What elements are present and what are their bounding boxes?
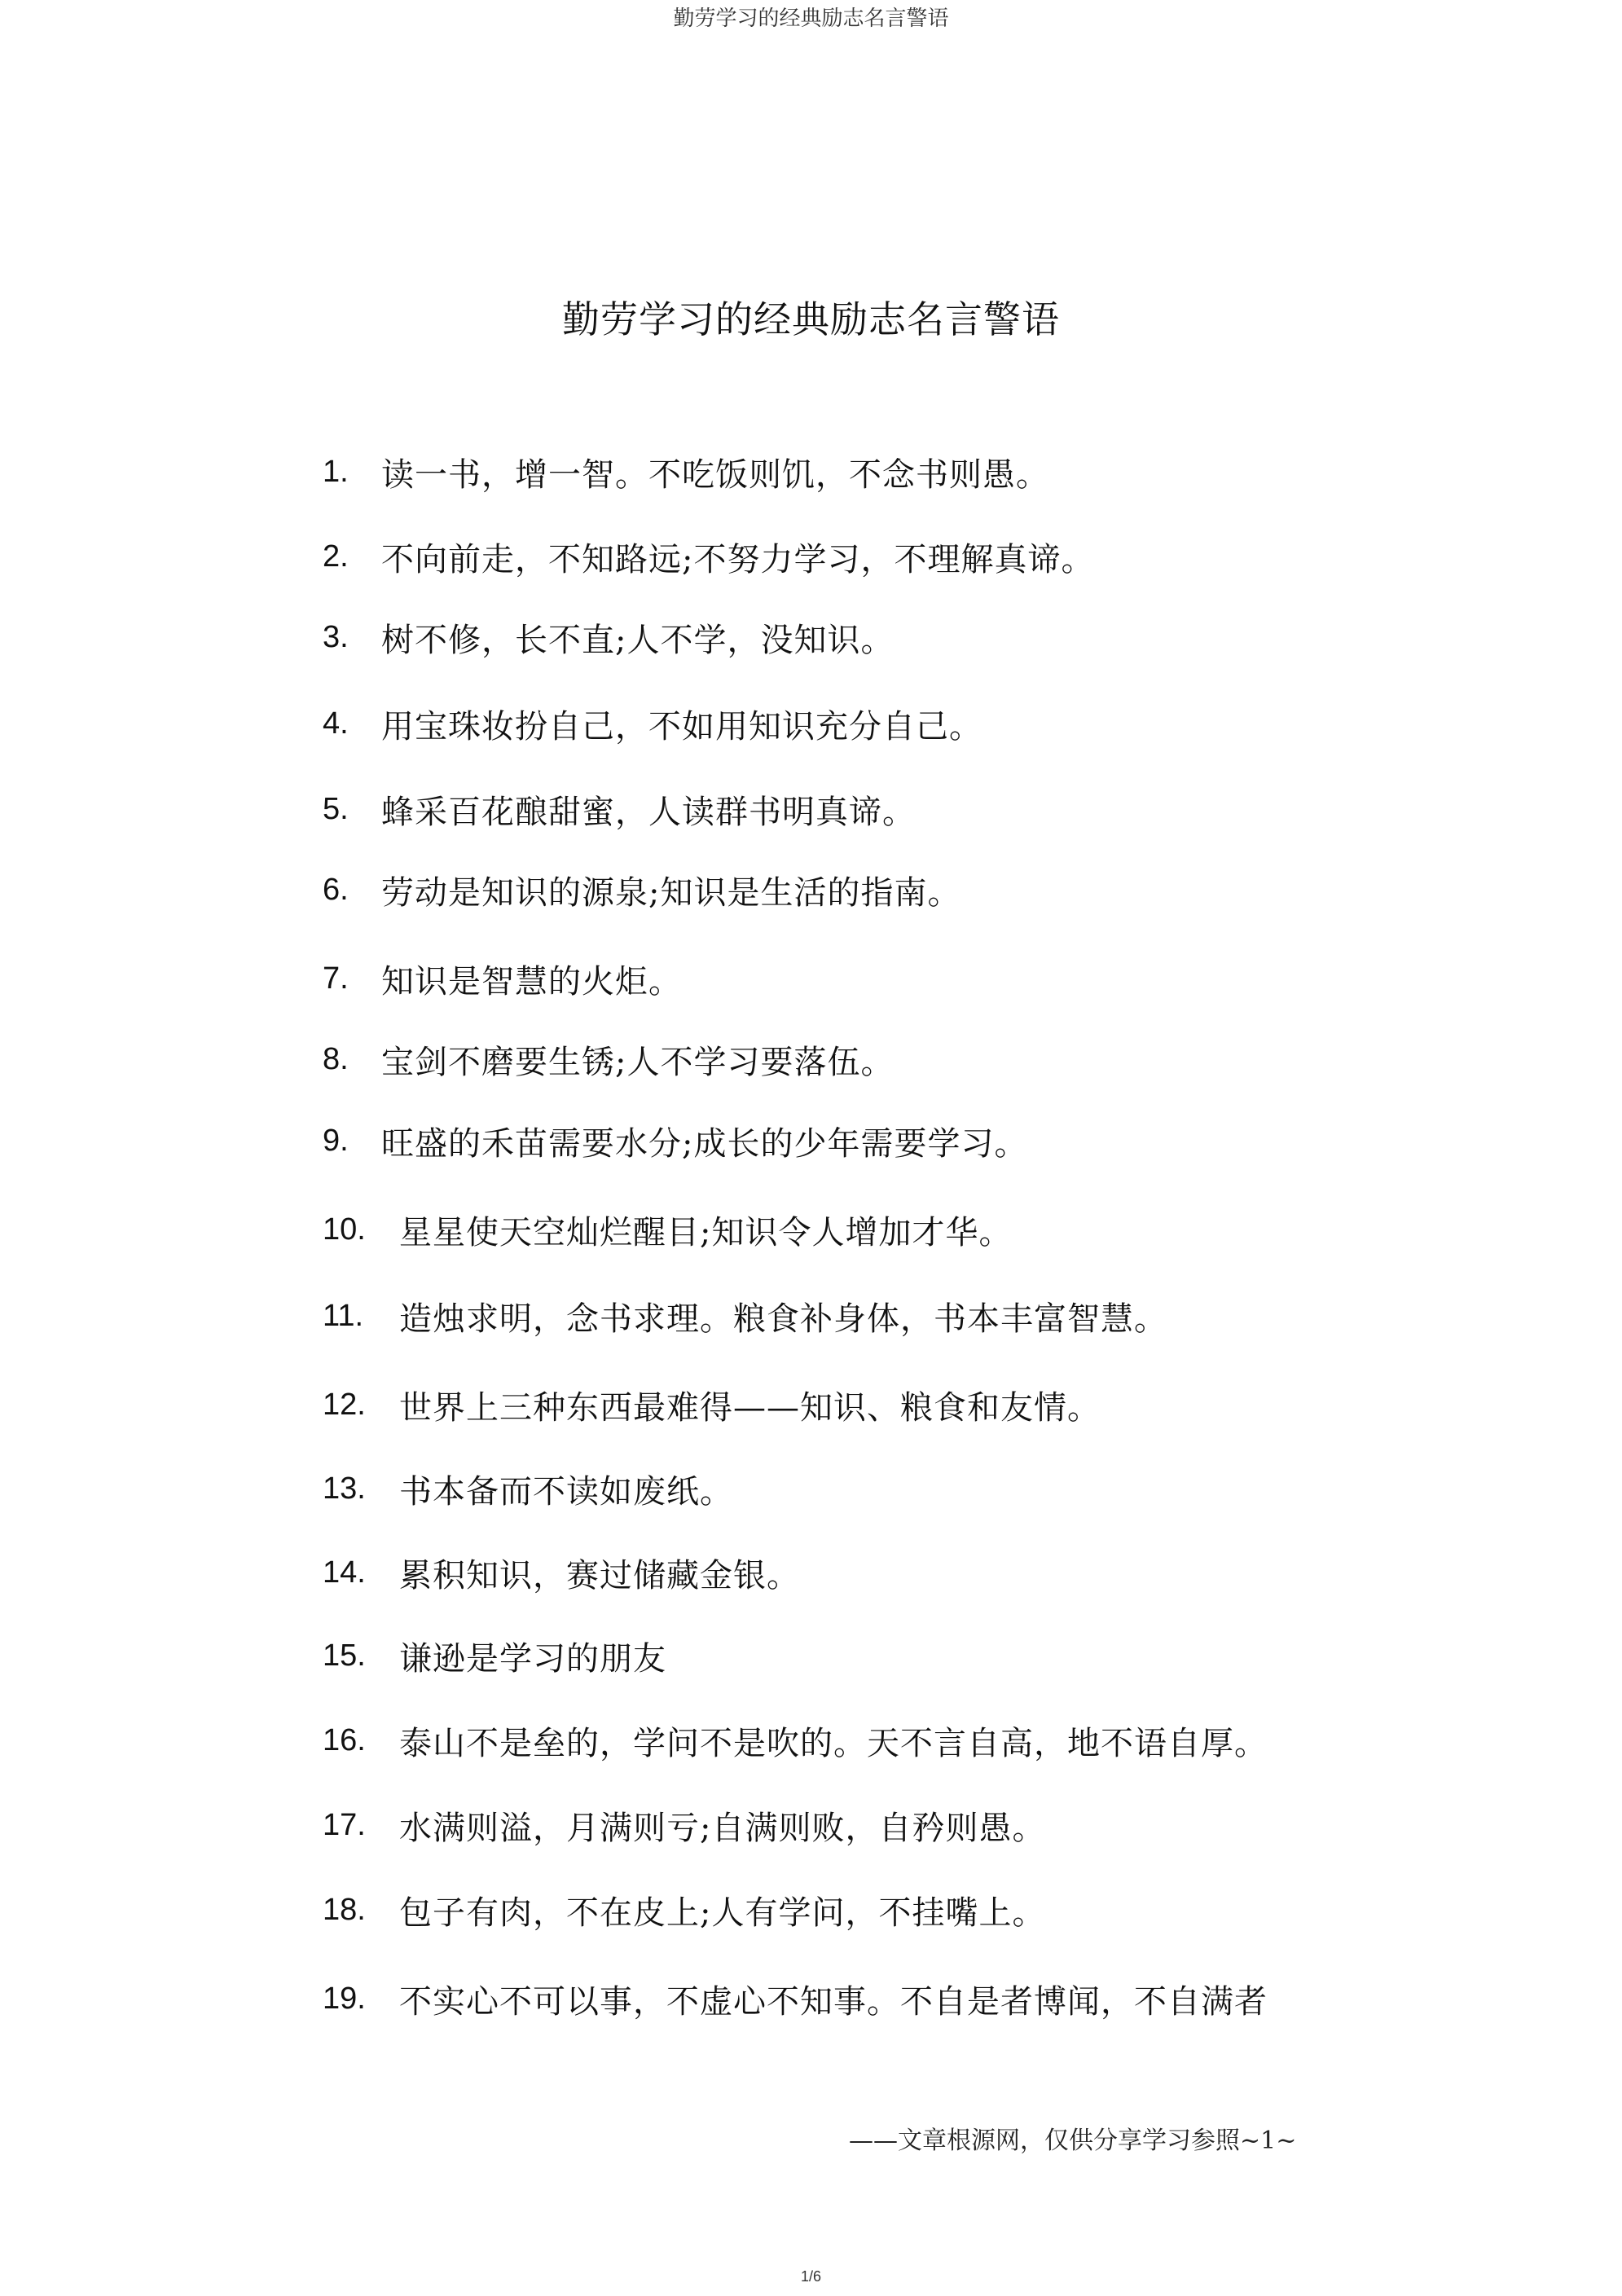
item-text: 蜂采百花酿甜蜜，人读群书明真谛。 — [381, 793, 916, 831]
list-item — [323, 1546, 800, 1599]
item-number: 14. — [323, 1555, 366, 1590]
page-title: 勤劳学习的经典励志名言警语 — [562, 297, 1060, 341]
list-item — [323, 446, 1049, 498]
item-number: 19. — [323, 1981, 366, 2016]
item-number: 11. — [323, 1298, 364, 1333]
list-item — [323, 864, 960, 916]
item-number: 16. — [323, 1722, 366, 1757]
item-number: 18. — [323, 1892, 366, 1927]
item-text: 旺盛的禾苗需要水分;成长的少年需要学习。 — [381, 1124, 1028, 1163]
item-text: 宝剑不磨要生锈;人不学习要落伍。 — [381, 1043, 895, 1081]
page-number: 1/6 — [800, 2268, 822, 2285]
item-number: 1. — [323, 454, 349, 489]
list-item — [323, 697, 982, 750]
footer-note: ——文章根源网，仅供分享学习参照~1~ — [849, 2127, 1297, 2155]
item-text: 累积知识，赛过储藏金银。 — [399, 1556, 800, 1594]
item-number: 6. — [323, 872, 349, 907]
item-text: 树不修，长不直;人不学，没知识。 — [381, 621, 895, 659]
item-number: 10. — [323, 1212, 366, 1247]
list-item — [323, 530, 1094, 583]
list-item — [323, 1115, 1027, 1167]
item-text: 劳动是知识的源泉;知识是生活的指南。 — [381, 873, 961, 912]
item-text: 不实心不可以事，不虚心不知事。不自是者博闻，不自满者 — [399, 1982, 1268, 2021]
item-text: 读一书，增一智。不吃饭则饥，不念书则愚。 — [381, 455, 1049, 494]
item-number: 2. — [323, 539, 349, 574]
item-text: 造烛求明，念书求理。粮食补身体，书本丰富智慧。 — [399, 1300, 1167, 1338]
list-item — [323, 1973, 1268, 2025]
item-text: 包子有肉，不在皮上;人有学问，不挂嘴上。 — [399, 1894, 1046, 1932]
list-item — [323, 1379, 1101, 1431]
list-item — [323, 1630, 666, 1682]
list-item — [323, 1884, 1045, 1936]
item-number: 15. — [323, 1638, 366, 1673]
list-item — [323, 1714, 1268, 1766]
item-number: 8. — [323, 1041, 349, 1076]
item-number: 9. — [323, 1123, 349, 1158]
item-number: 7. — [323, 961, 349, 996]
item-text: 不向前走，不知路远;不努力学习，不理解真谛。 — [381, 540, 1095, 578]
running-header: 勤劳学习的经典励志名言警语 — [673, 7, 949, 31]
list-item — [323, 1290, 1167, 1342]
item-text: 泰山不是垒的，学问不是吹的。天不言自高，地不语自厚。 — [399, 1724, 1268, 1762]
item-number: 5. — [323, 791, 349, 826]
list-item — [323, 952, 682, 1005]
list-item — [323, 1203, 1012, 1256]
item-text: 谦逊是学习的朋友 — [399, 1639, 666, 1678]
item-number: 4. — [323, 706, 349, 741]
list-item — [323, 783, 916, 835]
item-text: 水满则溢，月满则亏;自满则败，自矜则愚。 — [399, 1809, 1046, 1847]
item-number: 12. — [323, 1387, 366, 1422]
item-text: 知识是智慧的火炬。 — [381, 962, 682, 1001]
item-text: 书本备而不读如废纸。 — [399, 1472, 733, 1511]
list-item — [323, 1799, 1045, 1851]
item-number: 3. — [323, 619, 349, 654]
list-item — [323, 1462, 733, 1515]
item-text: 用宝珠妆扮自己，不如用知识充分自己。 — [381, 707, 982, 746]
item-text: 星星使天空灿烂醒目;知识令人增加才华。 — [399, 1213, 1013, 1251]
item-number: 13. — [323, 1471, 366, 1506]
item-number: 17. — [323, 1807, 366, 1842]
item-text: 世界上三种东西最难得——知识、粮食和友情。 — [399, 1388, 1101, 1427]
list-item — [323, 1033, 894, 1085]
list-item — [323, 611, 894, 663]
